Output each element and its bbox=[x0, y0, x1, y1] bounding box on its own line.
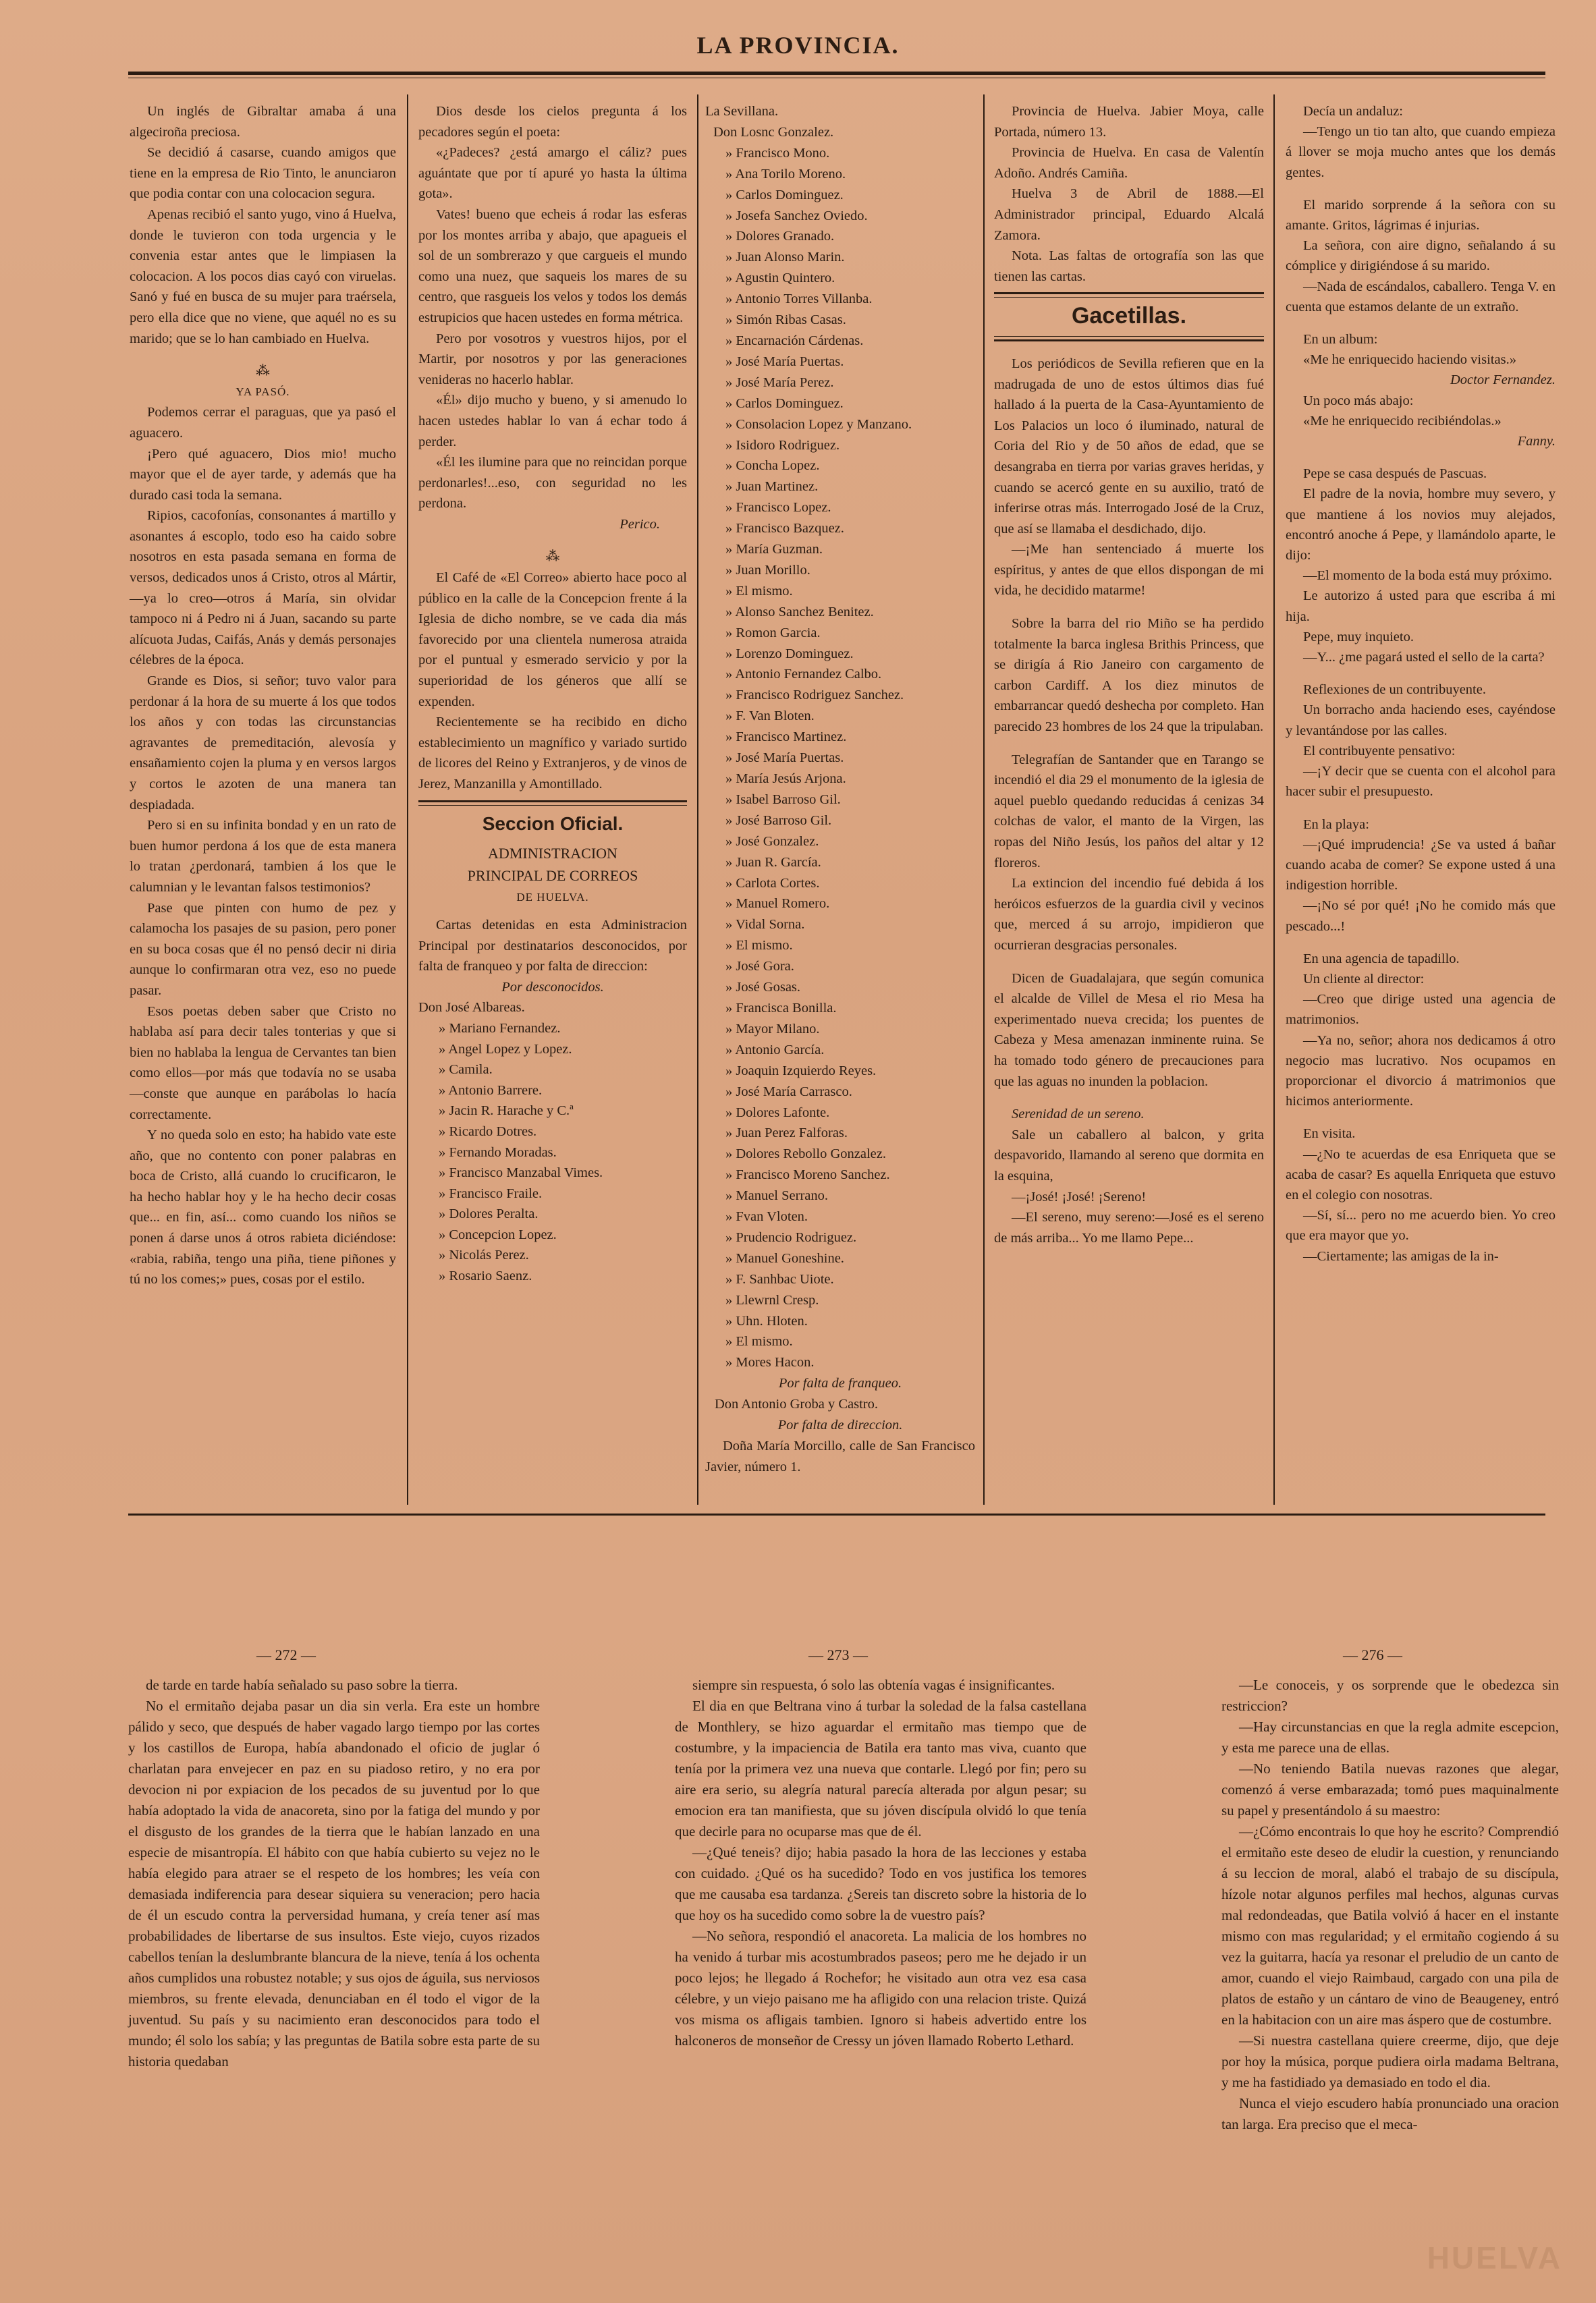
list-item: » Nicolás Perez. bbox=[439, 1248, 529, 1263]
list-item: » Encarnación Cárdenas. bbox=[725, 333, 864, 348]
list-item: » Fernando Moradas. bbox=[439, 1144, 557, 1160]
paragraph: siempre sin respuesta, ó solo las obtenía vagas é insignificantes. bbox=[692, 1677, 1055, 1693]
page-number: — 276 — bbox=[1343, 1646, 1402, 1663]
column-4 bbox=[994, 101, 1264, 1248]
list-item: » Juan Alonso Marin. bbox=[725, 250, 845, 265]
library-watermark: HUELVA bbox=[1427, 2240, 1562, 2275]
section-title: Gacetillas. bbox=[1071, 303, 1187, 329]
list-item: » Camila. bbox=[439, 1062, 493, 1078]
paragraph: Sobre la barra del rio Miño se ha perdido totalmente la barca inglesa Brithis Princess, que se dirigía á Rio Janeiro con cargamento de carbon Cardiff. A los diez minutos de embarrancar quedó deshecha por completo. Han parecido 23 hombres de los 24 que la tripulaban. bbox=[994, 616, 1264, 735]
column-1 bbox=[130, 101, 396, 1290]
list-item: » Francisco Mono. bbox=[725, 145, 830, 161]
paragraph: Esos poetas deben saber que Cristo no hablaba así para decir tales tonterias y que si bien no hablaba la lengua de Cervantes tan bien como ellos—por más que todavía no se usaba—conste que aunque en parábolas lo hacía correctamente. bbox=[130, 1003, 396, 1122]
column-3 bbox=[705, 101, 975, 1478]
list-item: » Romon Garcia. bbox=[725, 625, 821, 640]
list-item: » Dolores Lafonte. bbox=[725, 1105, 830, 1120]
section-rule bbox=[418, 800, 687, 806]
paragraph: Reflexiones de un contribuyente. bbox=[1303, 682, 1486, 698]
paragraph: Provincia de Huelva. En casa de Valentín Adoño. Andrés Camiña. bbox=[994, 145, 1264, 181]
list-item: » Dolores Granado. bbox=[725, 229, 835, 244]
paragraph: El Café de «El Correo» abierto hace poco al público en la calle de la Concepcion frente á la Iglesia de dicho nombre, se ve cada dia más favorecido por una clientela numerosa atraida por el puntual y esmerado servicio y por la superioridad de los géneros que allí se expenden. bbox=[418, 570, 687, 709]
paragraph: En un album: bbox=[1303, 332, 1378, 348]
paragraph: Nunca el viejo escudero había pronunciado una oracion tan larga. Era preciso que el meca- bbox=[1221, 2095, 1559, 2132]
paragraph: Huelva 3 de Abril de 1888.—El Administrador principal, Eduardo Alcalá Zamora. bbox=[994, 186, 1264, 243]
list-item: » Antonio Barrere. bbox=[439, 1082, 543, 1098]
addressee-list bbox=[705, 143, 975, 1373]
paragraph: No el ermitaño dejaba pasar un dia sin verla. Era este un hombre pálido y seco, que después de haber vagado largo tiempo por las cortes y los castillos de Europa, había abandonado el oficio de juglar ó charlatan para envejecer en paz en su piadoso retiro, y no era por devocion ni por expiacion de los pecados de su juventud por lo que había adoptado la vida de anacoreta, sino por la fatiga del mundo y por el disgusto de los grandes de la tierra que le habían lanzado en una especie de misantropía. El hábito con que había cubierto su vejez no le había elegido para atraer se el respeto de los hombres; les veía con demasiada indiferencia para desear siquiera su veneracion; pero hacia de él un escudo contra la perversidad humana, y creía tener así mas probabilidades de libertarse de sus insultos. Este viejo, cuyos rizados cabellos tenían la deslumbrante blancura de la nieve, tenía á los ochenta años cumplidos una robustez notable; y sus ojos de águila, sus nerviosos miembros, su frente elevada, denunciaban en él todo el vigor de la juventud. Su país y su nacimiento eran desconocidos para todo el mundo; él solo los sabía; y las preguntas de Batila sobre esta parte de su historia quedaban bbox=[128, 1698, 540, 2070]
list-item: » Antonio Fernandez Calbo. bbox=[725, 667, 882, 682]
list-item: » Prudencio Rodriguez. bbox=[725, 1229, 857, 1245]
paragraph: —Y... ¿me pagará usted el sello de la carta? bbox=[1303, 650, 1545, 665]
paragraph: El contribuyente pensativo: bbox=[1303, 743, 1456, 758]
list-item: » José María Puertas. bbox=[725, 354, 844, 369]
list-item: » José Barroso Gil. bbox=[725, 812, 832, 828]
paragraph: «Me he enriquecido recibiéndolas.» bbox=[1303, 413, 1502, 428]
paragraph: Un cliente al director: bbox=[1303, 971, 1425, 987]
paragraph: Pero si en su infinita bondad y en un rato de buen humor perdona á los que de esta manera lo tratan ¿perdonará, tambien á los que le calumnian y le levantan falsos testimonios? bbox=[130, 818, 396, 895]
paragraph: —¿Qué teneis? dijo; habia pasado la hora de las lecciones y estaba con cuidado. ¿Qué os ha sucedido? Todo en vos justifica los temores que me causaba esa tardanza. ¿Sereis tan discreto sobre la historia de lo que hoy os ha sucedido como sobre la de vuestro país? bbox=[675, 1844, 1086, 1923]
paragraph: Grande es Dios, si señor; tuvo valor para perdonar á la hora de su muerte á los que todos los años y con todas las circunstancias agravantes de premeditación, alevosía y ensañamiento cojen la pluma y en versos largos y cortos le azoten de una manera tan despiadada. bbox=[130, 673, 396, 812]
list-item: Doña María Morcillo, calle de San Francisco Javier, número 1. bbox=[705, 1439, 975, 1474]
paragraph: Y no queda solo en esto; ha habido vate este año, que no contento con poner palabras en boca de Cristo, allá cuando lo crucificaron, le ha hecho hablar hoy y le ha hecho decir cosas que... en fin, así... como cuando los niños se ponen á darse unos á otros rabieta diciéndose: «rabia, rabiña, tengo una piña, tiene piñones y tú no los comes;» pues, cosas por el estilo. bbox=[130, 1128, 396, 1287]
paragraph: —Creo que dirige usted una agencia de matrimonios. bbox=[1286, 992, 1556, 1028]
list-item: » Juan Morillo. bbox=[725, 562, 810, 578]
paragraph: Pero por vosotros y vuestros hijos, por el Martir, por nosotros y por las generaciones venideras no hacerlo hablar. bbox=[418, 331, 687, 387]
paragraph: —¿Cómo encontrais lo que hoy he escrito? Comprendió el ermitaño este deseo de eludir la cuestion, y renunciando á su leccion de moral, alabó el trabajo de su discípula, hízole notar algunos perfiles mal hechos, algunas curvas mal redondeadas, que Batila volvió á hacer en el instante mismo con mas regularidad; y el ermitaño cogiendo á su vez la guitarra, hacía ya resonar el preludio de un canto de amor, cuando el viejo Raimbaud, cargado con una pila de platos de estaño y un cántaro de vino de Beaugeney, entró en la habitacion con un aire mas áspero que de costumbre. bbox=[1221, 1823, 1559, 2028]
column-5 bbox=[1286, 101, 1556, 1267]
paragraph: —¡Qué imprudencia! ¿Se va usted á bañar cuando acaba de comer? Se expone usted á una indigestion horrible. bbox=[1286, 837, 1556, 893]
list-item: » Simón Ribas Casas. bbox=[725, 312, 846, 328]
list-item: » Francisco Fraile. bbox=[439, 1186, 543, 1201]
paragraph: «Me he enriquecido haciendo visitas.» bbox=[1303, 352, 1516, 368]
list-item: » F. Sanhbac Uiote. bbox=[725, 1271, 834, 1287]
list-item: » Francisco Lopez. bbox=[725, 500, 831, 516]
paragraph: Vates! bueno que echeis á rodar las esferas por los montes arriba y abajo, que apagueis el sol de un sombrerazo y que cargueis el mundo como una nuez, que saqueis los mares de su centro, que rasgueis los velos y todos los demás estrupicios que hacen ustedes en forma métrica. bbox=[418, 206, 687, 325]
paragraph: —¡No sé por qué! ¡No he comido más que pescado...! bbox=[1286, 898, 1556, 934]
list-item: » Carlota Cortes. bbox=[725, 875, 820, 891]
list-item: » Juan R. García. bbox=[725, 854, 821, 870]
paragraph: —No señora, respondió el anacoreta. La malicia de los hombres no ha venido á turbar mis acostumbrados paseos; pero me he dejado ir un poco lejos; he llegado á Rochefor; he visitado aun otra vez esa casa célebre, y un viejo paisano me ha afligido con una relacion triste. Quizá vos misma os afligais tambien. Ignoro si habeis advertido entre los halconeros de monseñor de Cressy un jóven llamado Roberto Lethard. bbox=[675, 1928, 1086, 2049]
page-number: — 273 — bbox=[808, 1646, 868, 1663]
list-item: Don José Albareas. bbox=[418, 1000, 525, 1016]
list-item: » Alonso Sanchez Benitez. bbox=[725, 604, 874, 619]
paragraph: Un borracho anda haciendo eses, cayéndose y levantándose por las calles. bbox=[1286, 702, 1556, 738]
list-item: » Antonio Torres Villanba. bbox=[725, 292, 873, 307]
paragraph: —Hay circunstancias en que la regla admite escepcion, y esta me parece una de ellas. bbox=[1221, 1719, 1559, 1756]
list-item: » Manuel Romero. bbox=[725, 896, 830, 912]
addressee-list bbox=[418, 1018, 687, 1287]
paragraph: de tarde en tarde había señalado su paso sobre la tierra. bbox=[146, 1677, 458, 1693]
serial-column-2 bbox=[675, 1675, 1086, 2051]
paragraph: —Ya no, señor; ahora nos dedicamos á otro negocio mas lucrativo. Nos ocupamos en proporcionar el divorcio á matrimonios que hicimos anteriormente. bbox=[1286, 1032, 1556, 1109]
paragraph: Le autorizo á usted para que escriba á mi hija. bbox=[1286, 588, 1556, 624]
paragraph: Apenas recibió el santo yugo, vino á Huelva, donde le tuvieron con toda urgencia y le convenia estar antes que le limpiasen la colocacion. A los pocos dias cayó con viruelas. Sanó y fué en busca de su mujer para traérsela, pero ella dice que no viene, que aquél no es su marido; que se lo han cambiado en Huelva. bbox=[130, 206, 396, 346]
list-item: » Lorenzo Dominguez. bbox=[725, 646, 854, 661]
list-item: » Ana Torilo Moreno. bbox=[725, 166, 846, 182]
column-2 bbox=[418, 101, 687, 1287]
paragraph: —¿No te acuerdas de esa Enriqueta que se acaba de casar? Es aquella Enriqueta que estuvo en el colegio con nosotras. bbox=[1286, 1146, 1556, 1202]
list-item: » José María Puertas. bbox=[725, 750, 844, 766]
list-item: » Juan Perez Falforas. bbox=[725, 1126, 848, 1141]
list-item: » Llewrnl Cresp. bbox=[725, 1292, 819, 1308]
paragraph: Los periódicos de Sevilla refieren que en la madrugada de uno de estos últimos dias fué hallado á la puerta de la Casa-Ayuntamiento de Los Palacios un loco ó iluminado, natural de Coria del Rio y de 50 años de edad, que se desangraba en tierra por varias graves heridas, y cuando se acercó gente en su auxilio, trató de inferirse otras más. Interrogado José de la Cruz, que así se llamaba el desdichado, dijo. bbox=[994, 356, 1264, 536]
list-item: » Francisco Rodriguez Sanchez. bbox=[725, 688, 904, 703]
paragraph: Se decidió á casarse, cuando amigos que tiene en la empresa de Rio Tinto, le anunciaron que podia contar con una colocacion segura. bbox=[130, 145, 396, 202]
list-item: » Mariano Fernandez. bbox=[439, 1020, 561, 1036]
list-item: » Dolores Rebollo Gonzalez. bbox=[725, 1146, 886, 1162]
asterism: ⁂ bbox=[256, 364, 270, 379]
office-heading: ADMINISTRACION bbox=[488, 845, 617, 862]
list-item: La Sevillana. bbox=[705, 104, 779, 119]
paragraph: Serenidad de un sereno. bbox=[1012, 1107, 1145, 1122]
paragraph: Nota. Las faltas de ortografía son las que tienen las cartas. bbox=[994, 248, 1264, 284]
paragraph: —¡José! ¡José! ¡Sereno! bbox=[1012, 1189, 1147, 1204]
paragraph: Podemos cerrar el paraguas, que ya pasó el aguacero. bbox=[130, 405, 396, 441]
paragraph: —¡Y decir que se cuenta con el alcohol para hacer subir el presupuesto. bbox=[1286, 764, 1556, 800]
paragraph: En la playa: bbox=[1303, 816, 1369, 832]
list-subheading: Por falta de direccion. bbox=[777, 1418, 903, 1433]
page-bottom-rule bbox=[128, 1514, 1545, 1516]
section-rule bbox=[994, 292, 1264, 298]
paragraph: El dia en que Beltrana vino á turbar la soledad de la falsa castellana de Monthlery, se hizo aguardar el ermitaño mas tiempo que de costumbre, y la impaciencia de Batila era tanto mas viva, cuanto que tenía por la primera vez una nueva que contarle. Llegó por fin; pero su aire era serio, su alegría natural parecía alterada por algun pesar; su emocion era tan manifiesta, que su jóven discípula olvidó lo que tenía que decirle para no ocuparse mas que de él. bbox=[675, 1698, 1086, 1839]
list-item: » Vidal Sorna. bbox=[725, 917, 805, 933]
paragraph: La extincion del incendio fué debida á los heróicos esfuerzos de la guardia civil y vecinos que, merced á su arrojo, impidieron que ocurrieran desgracias personales. bbox=[994, 876, 1264, 953]
list-subheading: Por desconocidos. bbox=[501, 979, 604, 995]
masthead: LA PROVINCIA. bbox=[696, 32, 900, 59]
office-heading: PRINCIPAL DE CORREOS bbox=[467, 866, 638, 884]
column-divider bbox=[407, 94, 408, 1505]
list-item: » El mismo. bbox=[725, 1334, 793, 1350]
paragraph: Recientemente se ha recibido en dicho establecimiento un magnífico y variado surtido de licores del Reino y Extranjeros, y de vinos de Jerez, Manzanilla y Amontillado. bbox=[418, 715, 687, 792]
paragraph: Telegrafían de Santander que en Tarango se incendió el dia 29 el monumento de la iglesia de aquel pueblo quedando reducidas á cenizas 34 colchas de valor, el manto de la Virgen, las ropas del Niño Jesús, los paños del altar y 12 floreros. bbox=[994, 752, 1264, 870]
list-item: » Concha Lopez. bbox=[725, 458, 820, 474]
paragraph: Doctor Fernandez. bbox=[1450, 372, 1556, 388]
signature: Perico. bbox=[620, 516, 660, 532]
list-item: » Isabel Barroso Gil. bbox=[725, 792, 841, 807]
list-item: » Dolores Peralta. bbox=[439, 1206, 539, 1222]
list-item: » Antonio García. bbox=[725, 1042, 825, 1057]
paragraph: Dicen de Guadalajara, que según comunica el alcalde de Villel de Mesa el rio Mesa ha experimentado nueva crecida; los puentes de Cabeza y Mesa amenazan inminente ruina. Se ha tomado todo género de precauciones para que las aguas no inunden la poblacion. bbox=[994, 970, 1264, 1089]
masthead-rule bbox=[128, 72, 1545, 75]
section-rule bbox=[994, 336, 1264, 341]
list-item: » Francisco Manzabal Vimes. bbox=[439, 1165, 603, 1181]
column-divider bbox=[983, 94, 985, 1505]
section-heading: YA PASÓ. bbox=[236, 385, 290, 398]
list-subheading: Por falta de franqueo. bbox=[778, 1376, 902, 1391]
paragraph: «Él les ilumine para que no reincidan porque perdonarles!...eso, con seguridad no les perdona. bbox=[418, 455, 687, 511]
list-item: » Francisco Bazquez. bbox=[725, 521, 844, 536]
list-item: » Francisco Moreno Sanchez. bbox=[725, 1167, 890, 1183]
list-item: » José María Carrasco. bbox=[725, 1084, 852, 1099]
paragraph: En una agencia de tapadillo. bbox=[1303, 951, 1460, 966]
column-divider bbox=[1273, 94, 1275, 1505]
list-item: » El mismo. bbox=[725, 583, 793, 599]
paragraph: Fanny. bbox=[1517, 434, 1556, 449]
list-item: » Mayor Milano. bbox=[725, 1021, 820, 1036]
paragraph: Un inglés de Gibraltar amaba á una algeciroña preciosa. bbox=[130, 104, 396, 140]
list-item: » José Gonzalez. bbox=[725, 833, 819, 849]
serial-column-1 bbox=[128, 1675, 540, 2072]
column-divider bbox=[697, 94, 698, 1505]
list-item: » María Guzman. bbox=[725, 542, 823, 557]
paragraph: En visita. bbox=[1303, 1126, 1356, 1142]
paragraph: —Tengo un tio tan alto, que cuando empieza á llover se moja mucho antes que los demás gentes. bbox=[1286, 124, 1556, 180]
paragraph: ¡Pero qué aguacero, Dios mio! mucho mayor que el de ayer tarde, y además que ha durado casi toda la semana. bbox=[130, 446, 396, 503]
asterism: ⁂ bbox=[545, 549, 560, 565]
page-number: — 272 — bbox=[256, 1646, 316, 1663]
paragraph: —El momento de la boda está muy próximo. bbox=[1303, 568, 1552, 584]
list-item: » Isidoro Rodriguez. bbox=[725, 437, 840, 453]
list-item: » F. Van Bloten. bbox=[725, 709, 815, 724]
paragraph: Sale un caballero al balcon, y grita despavorido, llamando al sereno que dormita en la esquina, bbox=[994, 1127, 1264, 1184]
paragraph: Ripios, cacofonías, consonantes á martillo y asonantes á escoplo, todo eso ha caido sobre nosotros en esta pasada semana en forma de versos, dedicados unos á Cristo, otros al Mártir,—ya lo creo—otros á María, sin olvidar tampoco ni á Pedro ni á Juan, sacando su parte alícuota Judas, Caifás, Anás y demás personajes célebres de la época. bbox=[130, 508, 396, 668]
list-item: » Uhn. Hloten. bbox=[725, 1313, 808, 1329]
list-item: » Manuel Goneshine. bbox=[725, 1250, 844, 1266]
paragraph: —Sí, sí... pero no me acuerdo bien. Yo creo que era mayor que yo. bbox=[1286, 1208, 1556, 1244]
list-item: » El mismo. bbox=[725, 938, 793, 953]
paragraph: —Ciertamente; las amigas de la in- bbox=[1303, 1248, 1499, 1264]
paragraph: El padre de la novia, hombre muy severo, y que mantiene á los novios muy alejados, encontró anoche á Pepe, y llamándolo aparte, le dijo: bbox=[1286, 487, 1556, 563]
list-item: » Mores Hacon. bbox=[725, 1355, 815, 1370]
list-item: » Carlos Dominguez. bbox=[725, 395, 844, 411]
list-item: » Carlos Dominguez. bbox=[725, 187, 844, 202]
serial-column-3 bbox=[1221, 1675, 1559, 2135]
paragraph: —Si nuestra castellana quiere creerme, dijo, que deje por hoy la música, porque pudiera oirla madama Beltrana, y me ha fastidiado ya demasiado en todo el dia. bbox=[1221, 2032, 1559, 2090]
list-item: » Rosario Saenz. bbox=[439, 1269, 532, 1284]
paragraph: —No teniendo Batila nuevas razones que alegar, comenzó á verse embarazada; tomó pues maquinalmente su papel y presentándolo á su maestro: bbox=[1221, 1760, 1559, 1819]
list-item: » Manuel Serrano. bbox=[725, 1188, 828, 1204]
list-item: » Concepcion Lopez. bbox=[439, 1227, 557, 1242]
paragraph: El marido sorprende á la señora con su amante. Gritos, lágrimas é injurias. bbox=[1286, 197, 1556, 233]
list-item: » Francisco Martinez. bbox=[725, 729, 847, 745]
paragraph: Dios desde los cielos pregunta á los pecadores según el poeta: bbox=[418, 104, 687, 140]
list-item: » Juan Martinez. bbox=[725, 479, 819, 495]
paragraph: «¿Padeces? ¿está amargo el cáliz? pues aguántate que por tí apuré yo hasta la última gota». bbox=[418, 145, 687, 202]
paragraph: —El sereno, muy sereno:—José es el sereno de más arriba... Yo me llamo Pepe... bbox=[994, 1210, 1264, 1246]
list-item: » Angel Lopez y Lopez. bbox=[439, 1041, 572, 1057]
list-item: » José Gosas. bbox=[725, 980, 801, 995]
list-item: » Consolacion Lopez y Manzano. bbox=[725, 416, 912, 432]
list-item: » Joaquin Izquierdo Reyes. bbox=[725, 1063, 877, 1078]
list-item: » Fvan Vloten. bbox=[725, 1209, 808, 1225]
list-item: Don Antonio Groba y Castro. bbox=[715, 1397, 878, 1412]
paragraph: Pepe se casa después de Pascuas. bbox=[1303, 466, 1487, 482]
list-item: » Jacin R. Harache y C.ª bbox=[439, 1103, 574, 1119]
paragraph: Provincia de Huelva. Jabier Moya, calle Portada, número 13. bbox=[994, 104, 1264, 140]
list-item: » Ricardo Dotres. bbox=[439, 1123, 537, 1139]
list-item: » José Gora. bbox=[725, 959, 794, 974]
list-item: » Agustin Quintero. bbox=[725, 271, 835, 286]
paragraph: La señora, con aire digno, señalando á su cómplice y dirigiéndose á su marido. bbox=[1286, 238, 1556, 274]
paragraph: Pase que pinten con humo de pez y calamocha los pasajes de su pasion, pero poner en su boca cosas que él no pensó decir ni diria aunque lo confirmaran otra vez, eso no puede pasar. bbox=[130, 900, 396, 998]
list-item: » Josefa Sanchez Oviedo. bbox=[725, 208, 868, 223]
paragraph: Cartas detenidas en esta Administracion Principal por destinatarios desconocidos, por falta de franqueo y por falta de direccion: bbox=[418, 917, 687, 974]
list-item: » Francisca Bonilla. bbox=[725, 1000, 837, 1016]
paragraph: Un poco más abajo: bbox=[1303, 393, 1414, 408]
paragraph: —Le conoceis, y os sorprende que le obedezca sin restriccion? bbox=[1221, 1677, 1559, 1714]
list-item: » José María Perez. bbox=[725, 374, 834, 390]
paragraph: Pepe, muy inquieto. bbox=[1303, 629, 1414, 644]
paragraph: —¡Me han sentenciado á muerte los espíritus, y antes de que ellos dispongan de mi vida, he decidido matarme! bbox=[994, 542, 1264, 599]
paragraph: —Nada de escándalos, caballero. Tenga V. en cuenta que estamos delante de un extraño. bbox=[1286, 279, 1556, 314]
list-item: Don Losnc Gonzalez. bbox=[713, 124, 834, 140]
paragraph: «Él» dijo mucho y bueno, y si amenudo lo hacen ustedes hablar lo van á echar todo á perder. bbox=[418, 393, 687, 449]
list-item: » María Jesús Arjona. bbox=[725, 771, 846, 786]
section-title: Seccion Oficial. bbox=[482, 812, 624, 834]
paragraph: Decía un andaluz: bbox=[1303, 104, 1403, 119]
office-subheading: DE HUELVA. bbox=[516, 891, 589, 904]
